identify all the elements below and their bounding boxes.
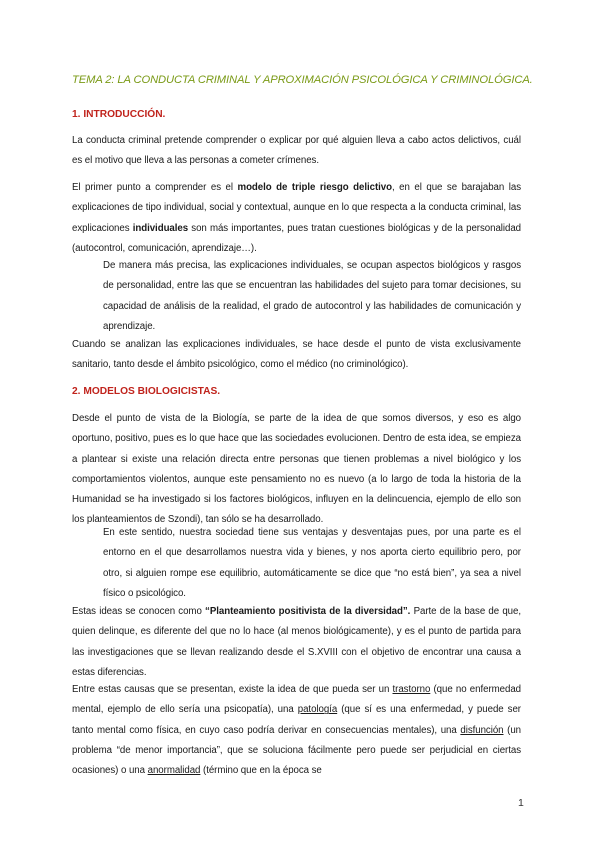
text-run: son más importantes, pues tratan cuestiones biológicas y de la personalidad (autocontrol, comunicación, aprendizaje…). [72, 222, 521, 254]
text-run: (término que en la época se [200, 765, 322, 777]
paragraph-biologia-2-indented: En este sentido, nuestra sociedad tiene sus ventajas y desventajas pues, por una parte es el entorno en el que desarrollamos nuestra vida y bienes, y nos aporta cierto equilibrio pero, por otro, si alguien rompe ese equilibrio, automáticamente se dice que “no está bien”, ya sea a nivel físico o psicológico. [103, 527, 521, 599]
paragraph-intro-1: La conducta criminal pretende comprender o explicar por qué alguien lleva a cabo actos delictivos, cuál es el motivo que lleva a las personas a cometer crímenes. [72, 135, 521, 167]
section-heading-modelos-biologicistas: 2. MODELOS BIOLOGICISTAS. [72, 386, 221, 397]
text-run: Estas ideas se conocen como [72, 606, 206, 617]
text-run: (que no enfermedad mental, ejemplo de ello sería una psicopatía), una [72, 684, 521, 716]
paragraph-intro-3-indented: De manera más precisa, las explicaciones individuales, se ocupan aspectos biológicos y rasgos de personalidad, entre las que se encuentran las habilidades del sujeto para tomar decisiones, su capacidad de análisis de la realidad, el grado de autocontrol y las habilidades de comunicación y aprendizaje. [103, 260, 521, 332]
bold-term-planteamiento-positivista: “Planteamiento positivista de la diversidad”. [205, 606, 411, 617]
page-number: 1 [518, 797, 524, 809]
text-run: (que sí es una enfermedad, y puede ser tanto mental como física, en cuyo caso podría derivar en consecuencias mentales), una [72, 704, 521, 736]
paragraph-intro-4: Cuando se analizan las explicaciones individuales, se hace desde el punto de vista exclusivamente sanitario, tanto desde el ámbito psicológico, como el médico (no criminológico). [72, 339, 521, 371]
underlined-term-trastorno: trastorno [392, 684, 431, 695]
paragraph-biologia-1: Desde el punto de vista de la Biología, se parte de la idea de que somos diversos, y eso es algo oportuno, positivo, pues es lo que hace que las sociedades evolucionen. Dentro de esta idea, se empieza a plantear si existe una relación directa entre personas que tienen problemas a nivel biológico y los comportamientos violentos, aunque este pensamiento no es nuevo (a lo largo de toda la historia de la Humanidad se ha investigado si los factores biológicos, influyen en la delincuencia, ejemplo de ello son los planteamientos de Szondi), tan sólo se ha desarrollado. [72, 413, 521, 526]
bold-term-triple-riesgo: modelo de triple riesgo delictivo [237, 182, 392, 193]
section-heading-introduccion: 1. INTRODUCCIÓN. [72, 109, 166, 120]
paragraph-biologia-4 [72, 680, 521, 781]
text-run: El primer punto a comprender es el [72, 182, 238, 193]
underlined-term-disfuncion: disfunción [460, 724, 504, 736]
underlined-term-patologia: patología [297, 704, 338, 716]
text-run: , en el que se barajaban las explicaciones de tipo individual, social y contextual, aunque en lo que respecta a la conducta criminal, las explicaciones [72, 182, 521, 234]
text-run: Entre estas causas que se presentan, existe la idea de que pueda ser un [72, 684, 393, 695]
document-title: TEMA 2: LA CONDUCTA CRIMINAL Y APROXIMACIÓN PSICOLÓGICA Y CRIMINOLÓGICA. [72, 74, 533, 86]
underlined-term-anormalidad: anormalidad [147, 765, 201, 777]
text-run: Parte de la base de que, quien delinque, es diferente del que no lo hace (al menos biológicamente), y es el punto de partida para las investigaciones que se llevan realizando desde el S.XVIII con el objetivo de encontrar una causa a estas diferencias. [72, 606, 521, 678]
paragraph-intro-2 [72, 178, 521, 259]
text-run: (un problema “de menor importancia”, que se soluciona fácilmente pero puede ser perjudicial en ciertas ocasiones) o una [72, 724, 521, 777]
bold-term-individuales: individuales [132, 222, 189, 234]
paragraph-biologia-3 [72, 602, 521, 683]
